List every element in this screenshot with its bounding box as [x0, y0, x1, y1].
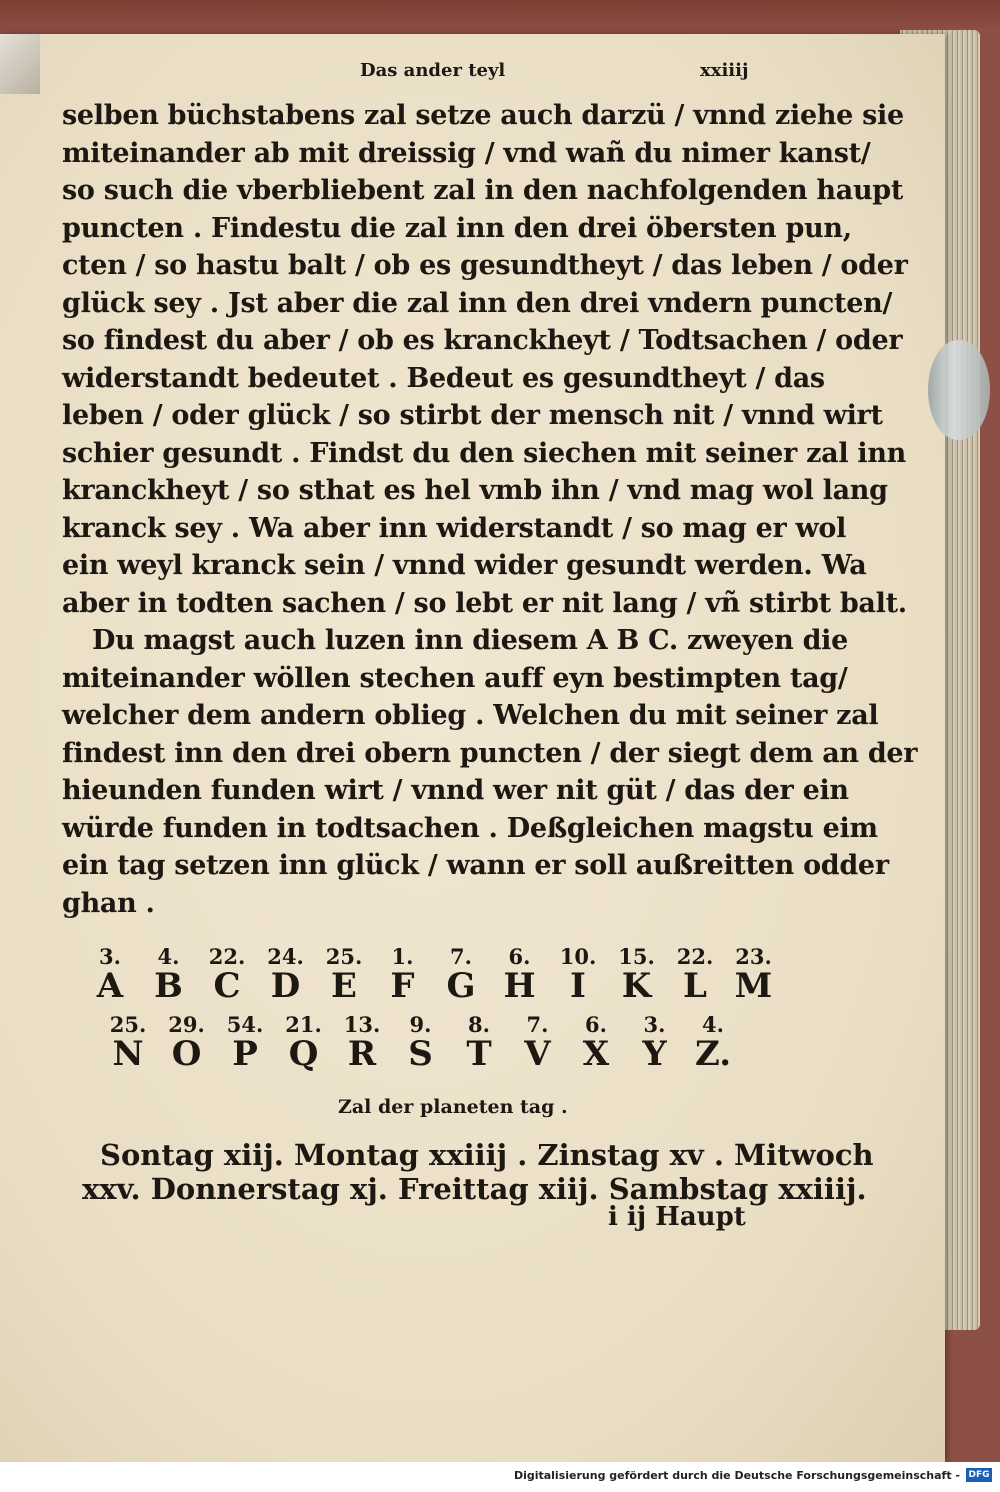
table-letter: D [270, 966, 301, 1006]
table-letter: M [734, 966, 773, 1006]
table-letter: V [524, 1034, 551, 1074]
table-letter: L [683, 966, 707, 1006]
table-number: 6. [585, 1012, 607, 1037]
table-letter: S [408, 1034, 433, 1074]
body-line: schier gesundt . Findst du den siechen mit seiner zal inn [62, 437, 906, 469]
body-line: glück sey . Jst aber die zal inn den drei vndern puncten/ [62, 287, 892, 319]
folio-number: xxiiij [700, 60, 749, 81]
table-number: 54. [226, 1012, 264, 1037]
table-letter: I [570, 966, 586, 1006]
table-number: 23. [735, 944, 772, 969]
body-line: kranckheyt / so sthat es hel vmb ihn / vnd mag wol lang [62, 475, 888, 506]
table-number: 9. [409, 1012, 432, 1037]
table-number: 4. [157, 944, 180, 969]
body-line: puncten . Findestu die zal inn den drei öbersten pun, [62, 212, 852, 244]
table-number: 7. [450, 944, 472, 969]
footer-funding-note: Digitalisierung gefördert durch die Deutsche Forschungsgemeinschaft - [513, 1469, 960, 1482]
table-number: 15. [618, 944, 655, 969]
table-number: 4. [702, 1012, 724, 1037]
table-number: 25. [109, 1012, 147, 1037]
table-number: 22. [676, 944, 714, 969]
body-line: aber in todten sachen / so lebt er nit lang / vñ stirbt balt. [62, 587, 907, 619]
body-line: kranck sey . Wa aber inn widerstandt / so mag er wol [62, 512, 847, 544]
body-line: welcher dem andern oblieg . Welchen du mit seiner zal [62, 700, 879, 731]
table-letter: X [582, 1034, 610, 1074]
body-line: widerstandt bedeutet . Bedeut es gesundtheyt / das [62, 362, 825, 394]
table-letter: O [171, 1034, 202, 1074]
table-letter: N [112, 1034, 144, 1074]
table-number: 24. [267, 944, 304, 969]
table-number: 13. [343, 1012, 381, 1037]
table-letter: Y [642, 1034, 667, 1074]
body-line: so such die vberbliebent zal in den nachfolgenden haupt [62, 175, 904, 206]
table-letter: E [331, 966, 357, 1006]
body-line: hieunden funden wirt / vnnd wer nit güt / das der ein [62, 775, 849, 806]
table-number: 7. [526, 1012, 549, 1037]
table-number: 10. [559, 944, 597, 969]
page-clip [928, 340, 990, 440]
planet-days-line-1: Sontag xiij. Montag xxiiij . Zinstag xv . Mitwoch [100, 1138, 874, 1172]
table-letter: B [154, 966, 183, 1006]
table-number: 22. [208, 944, 246, 969]
body-line: leben / oder glück / so stirbt der mensch nit / vnnd wirt [62, 400, 883, 431]
table-number: 3. [643, 1012, 666, 1037]
running-head: Das ander teyl [360, 60, 506, 81]
table-number: 29. [168, 1012, 205, 1037]
table-number: 25. [325, 944, 363, 969]
dfg-logo: DFG [966, 1468, 992, 1482]
table-letter: F [390, 966, 415, 1006]
body-line: so findest du aber / ob es kranckheyt / Todtsachen / oder [62, 325, 903, 356]
table-letter: T [466, 1034, 492, 1074]
table-letter: P [232, 1034, 258, 1074]
table-letter: A [96, 966, 124, 1006]
table-letter: R [347, 1034, 377, 1074]
body-line: Du magst auch luzen inn diesem A B C. zweyen die [92, 625, 849, 656]
planet-days-line-2: xxv. Donnerstag xj. Freittag xiij. Sambstag xxiiij. [82, 1172, 867, 1206]
body-line: findest inn den drei obern puncten / der siegt dem an der [62, 737, 918, 769]
body-line: cten / so hastu balt / ob es gesundtheyt / das leben / oder [62, 250, 908, 281]
body-line: ein weyl kranck sein / vnnd wider gesundt werden. Wa [62, 550, 867, 581]
catchword: i ij Haupt [608, 1202, 746, 1232]
corner-cloth [0, 34, 40, 94]
body-line: miteinander ab mit dreissig / vnd wañ du nimer kanst/ [62, 137, 871, 169]
table-number: 3. [99, 944, 121, 969]
table-number: 8. [468, 1012, 490, 1037]
body-line: würde funden in todtsachen . Deßgleichen magstu eim [62, 812, 878, 844]
table-letter: Q [288, 1034, 319, 1074]
table-number: 21. [285, 1012, 322, 1037]
table-letter: Z. [694, 1034, 732, 1074]
table-letter: G [446, 966, 476, 1006]
table-letter: K [621, 966, 652, 1006]
table-number: 1. [391, 944, 414, 969]
table-number: 6. [508, 944, 531, 969]
planet-table-title: Zal der planeten tag . [338, 1096, 568, 1118]
table-letter: H [503, 966, 536, 1006]
body-line: ein tag setzen inn glück / wann er soll außreitten odder [62, 850, 889, 881]
footer-bar [0, 1462, 1000, 1492]
table-letter: C [213, 966, 241, 1006]
body-line: miteinander wöllen stechen auff eyn bestimpten tag/ [62, 662, 848, 694]
body-line: ghan . [62, 887, 155, 919]
body-line: selben büchstabens zal setze auch darzü / vnnd ziehe sie [62, 100, 904, 131]
